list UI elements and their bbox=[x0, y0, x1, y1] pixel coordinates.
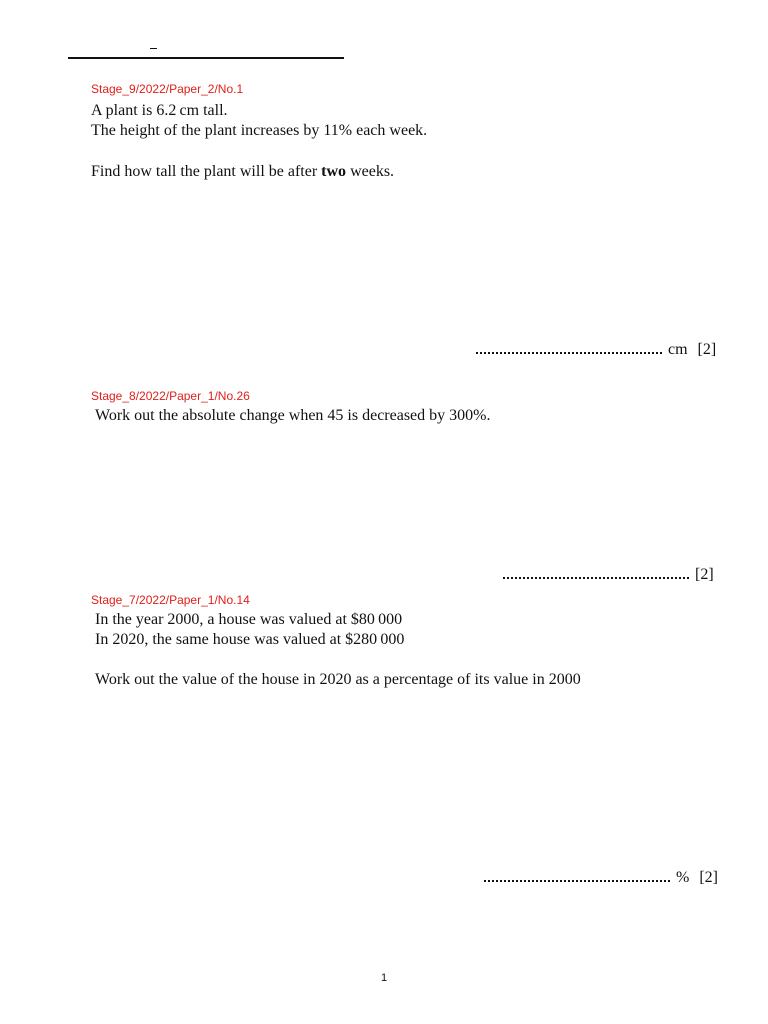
question-2-line-1: Work out the absolute change when 45 is decreased by 300%. bbox=[95, 407, 491, 424]
question-1-answer-line[interactable] bbox=[476, 340, 716, 359]
question-3-source-tag: Stage_7/2022/Paper_1/No.14 bbox=[91, 593, 250, 607]
header-rule bbox=[68, 57, 344, 59]
question-1-line-1: A plant is 6.2 cm tall. bbox=[91, 102, 228, 119]
question-1-emphasis: two bbox=[321, 163, 347, 180]
question-2-source-tag: Stage_8/2022/Paper_1/No.26 bbox=[91, 389, 250, 403]
question-3-line-3: Work out the value of the house in 2020 as a percentage of its value in 2000 bbox=[95, 671, 581, 688]
question-2-answer-line[interactable] bbox=[503, 565, 714, 584]
answer-dots[interactable] bbox=[503, 565, 689, 579]
answer-unit: % bbox=[676, 869, 690, 886]
answer-unit: cm bbox=[668, 341, 688, 358]
page-number: 1 bbox=[380, 972, 388, 984]
header-rule-short bbox=[150, 48, 157, 49]
question-1-line-3-end: weeks. bbox=[346, 163, 395, 180]
question-1-line-3-start: Find how tall the plant will be after bbox=[91, 163, 322, 180]
question-1-line-2: The height of the plant increases by 11% each week. bbox=[91, 122, 428, 139]
question-3-answer-line[interactable] bbox=[484, 868, 718, 887]
answer-dots[interactable] bbox=[476, 340, 662, 354]
question-3-line-2: In 2020, the same house was valued at $280 000 bbox=[95, 631, 405, 648]
question-1-source-tag: Stage_9/2022/Paper_2/No.1 bbox=[91, 82, 244, 96]
answer-dots[interactable] bbox=[484, 868, 670, 882]
marks-label: [2] bbox=[699, 869, 718, 886]
marks-label: [2] bbox=[695, 566, 714, 583]
question-3-line-1: In the year 2000, a house was valued at $80 000 bbox=[95, 611, 403, 628]
marks-label: [2] bbox=[697, 341, 717, 358]
question-1-line-3 bbox=[91, 162, 394, 181]
